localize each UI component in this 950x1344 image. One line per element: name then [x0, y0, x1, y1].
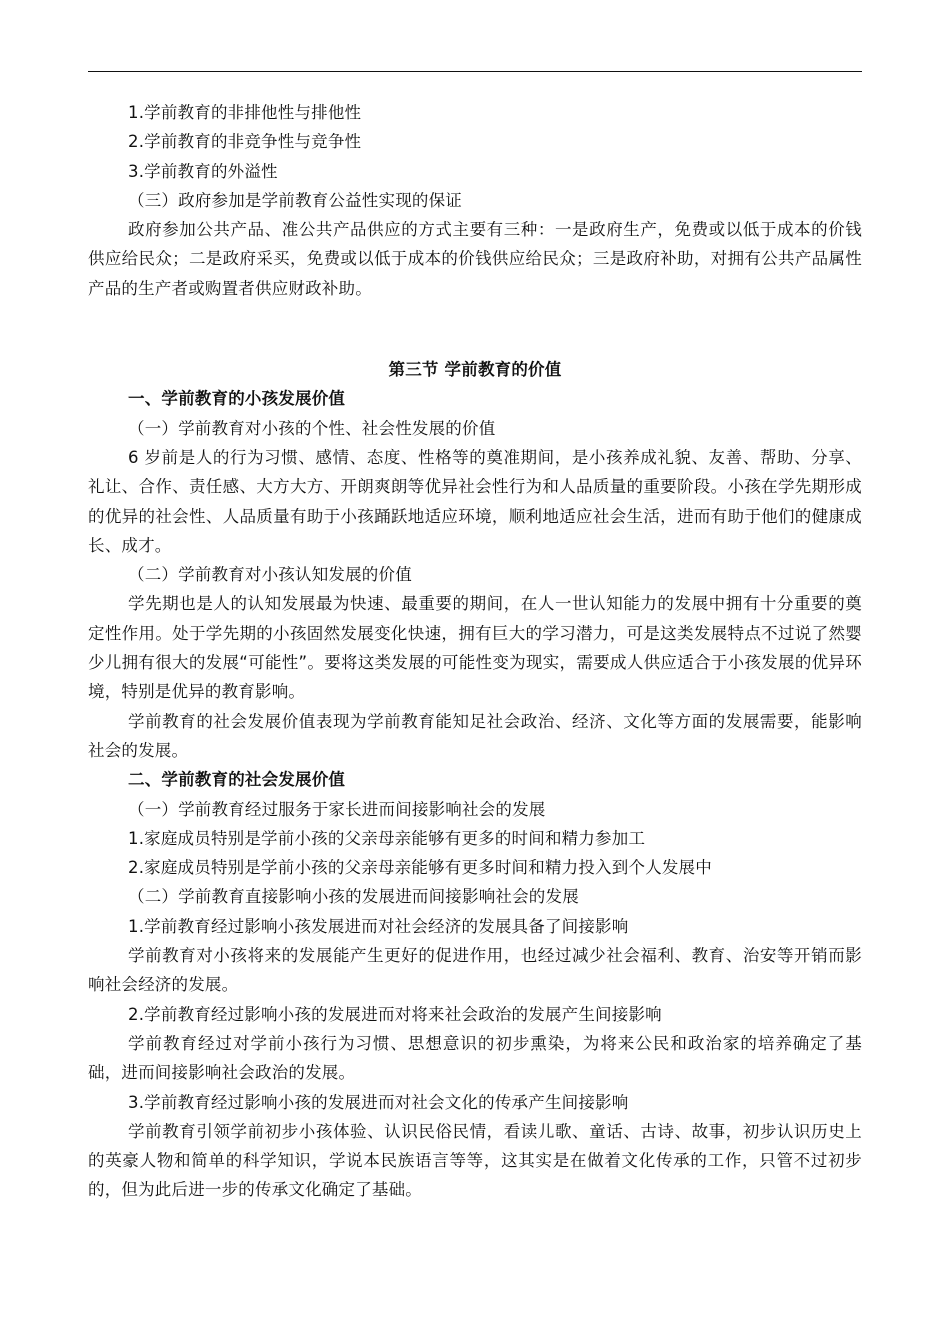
section-title: 第三节 学前教育的价值 [388, 360, 562, 380]
paragraph: 学前教育对小孩将来的发展能产生更好的促进作用，也经过减少社会福利、教育、治安等开销而影响社会经济的发展。 [88, 946, 862, 995]
list-item: 2.家庭成员特别是学前小孩的父亲母亲能够有更多时间和精力投入到个人发展中 [128, 858, 712, 878]
list-item: 1.学前教育的非排他性与排他性 [128, 103, 362, 122]
subheading: （二）学前教育直接影响小孩的发展进而间接影响社会的发展 [128, 887, 579, 907]
heading-part2: 二、学前教育的社会发展价值 [128, 770, 346, 790]
subheading: （一）学前教育对小孩的个性、社会性发展的价值 [128, 418, 496, 438]
list-item: 3.学前教育的外溢性 [128, 161, 278, 181]
list-item: 2.学前教育经过影响小孩的发展进而对将来社会政治的发展产生间接影响 [128, 1004, 662, 1024]
heading-part1: 一、学前教育的小孩发展价值 [128, 389, 346, 409]
list-item: 2.学前教育的非竞争性与竞争性 [128, 132, 362, 152]
subheading: （三）政府参加是学前教育公益性实现的保证 [128, 190, 462, 210]
header-rule [88, 71, 862, 72]
subheading: （一）学前教育经过服务于家长进而间接影响社会的发展 [128, 799, 546, 819]
list-item: 3.学前教育经过影响小孩的发展进而对社会文化的传承产生间接影响 [128, 1092, 629, 1112]
paragraph: 政府参加公共产品、准公共产品供应的方式主要有三种：一是政府生产，免费或以低于成本的价钱供应给民众；二是政府采买，免费或以低于成本的价钱供应给民众；三是政府补助，对拥有公共产品属性产品的生产者或购置者供应财政补助。 [88, 220, 862, 298]
paragraph: 学前教育的社会发展价值表现为学前教育能知足社会政治、经济、文化等方面的发展需要，能影响社会的发展。 [88, 711, 862, 760]
paragraph: 学先期也是人的认知发展最为快速、最重要的期间，在人一世认知能力的发展中拥有十分重要的奠定性作用。处于学先期的小孩固然发展变化快速，拥有巨大的学习潜力，可是这类发展特点不过说了然婴少儿拥有很大的发展“可能性”。要将这类发展的可能性变为现实，需要成人供应适合于小孩发展的优异环境，特别是优异的教育影响。 [88, 594, 862, 702]
list-item: 1.学前教育经过影响小孩发展进而对社会经济的发展具备了间接影响 [128, 916, 629, 936]
paragraph: 学前教育经过对学前小孩行为习惯、思想意识的初步熏染，为将来公民和政治家的培养确定了基础，进而间接影响社会政治的发展。 [88, 1033, 862, 1083]
paragraph: 6 岁前是人的行为习惯、感情、态度、性格等的奠准期间，是小孩养成礼貌、友善、帮助、分享、礼让、合作、责任感、大方大方、开朗爽朗等优异社会性行为和人品质量的重要阶段。小孩在学先期形成的优异的社会性、人品质量有助于小孩踊跃地适应环境，顺利地适应社会生活，进而有助于他们的健康成长、成才。 [88, 447, 862, 555]
paragraph: 学前教育引领学前初步小孩体验、认识民俗民情，看读儿歌、童话、古诗、故事，初步认识历史上的英豪人物和简单的科学知识，学说本民族语言等等，这其实是在做着文化传承的工作，只管不过初步的，但为此后进一步的传承文化确定了基础。 [88, 1121, 862, 1200]
list-item: 1.家庭成员特别是学前小孩的父亲母亲能够有更多的时间和精力参加工 [128, 828, 646, 848]
subheading: （二）学前教育对小孩认知发展的价值 [128, 565, 412, 585]
document-body [88, 98, 862, 1205]
